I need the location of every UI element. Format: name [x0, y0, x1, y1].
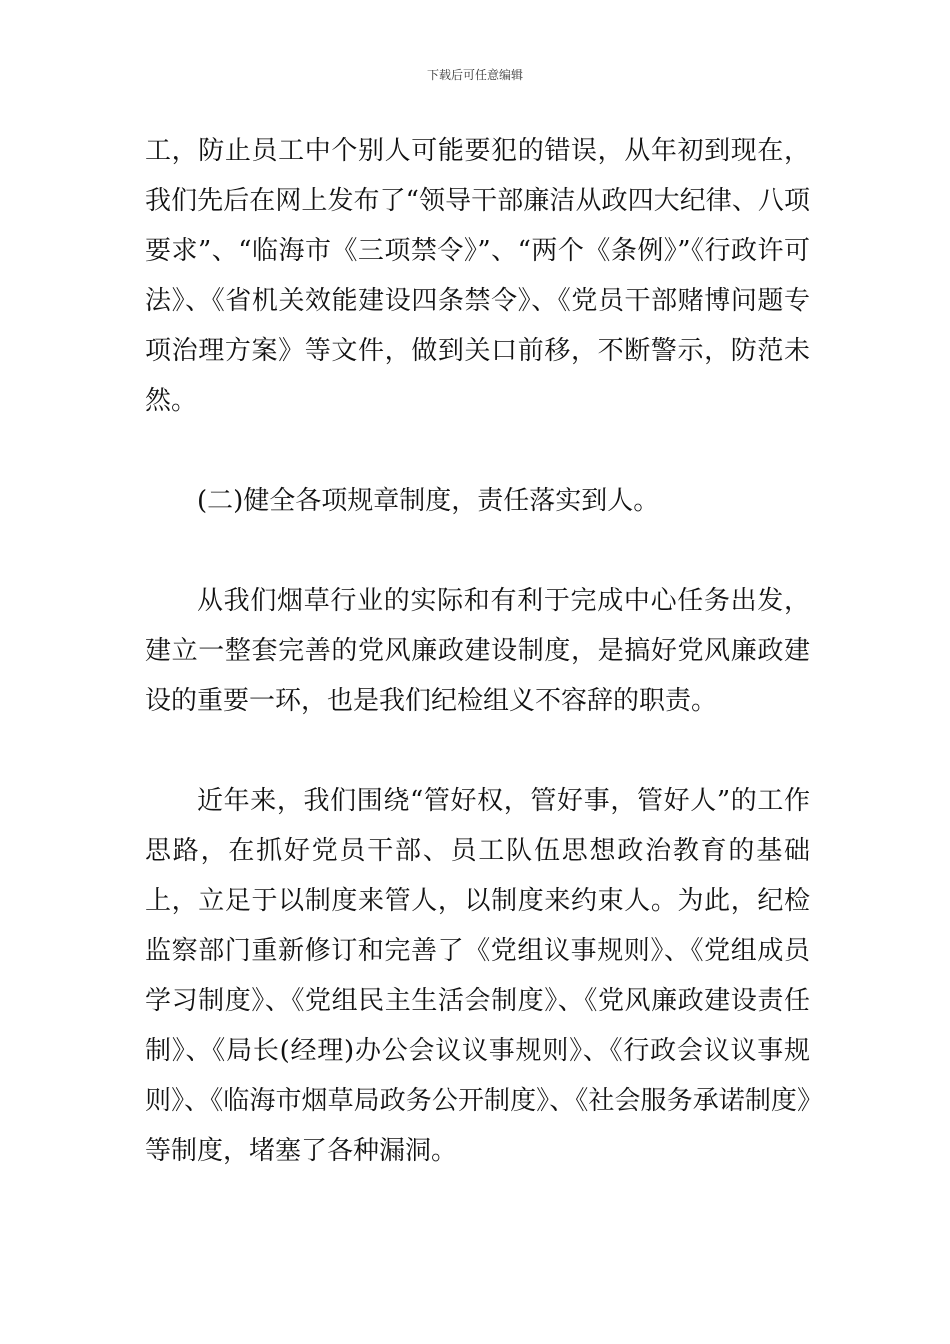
- paragraph-continuation: 工，防止员工中个别人可能要犯的错误，从年初到现在，我们先后在网上发布了“领导干部廉洁从政四大纪律、八项要求”、“临海市《三项禁令》”、“两个《条例》”《行政许可法》、《省机关效能建设四条禁令》、《党员干部赌博问题专项治理方案》等文件，做到关口前移，不断警示，防范未然。: [145, 136, 810, 416]
- page-header-note: 下载后可任意编辑: [426, 68, 523, 82]
- paragraph-rules-intro: 从我们烟草行业的实际和有利于完成中心任务出发，建立一整套完善的党风廉政建设制度，是搞好党风廉政建设的重要一环，也是我们纪检组义不容辞的职责。: [145, 586, 810, 716]
- document-body: [145, 126, 810, 1176]
- section-heading: (二)健全各项规章制度，责任落实到人。: [197, 486, 660, 516]
- paragraph-rules-list: 近年来，我们围绕“管好权，管好事，管好人”的工作思路，在抓好党员干部、员工队伍思想政治教育的基础上，立足于以制度来管人，以制度来约束人。为此，纪检监察部门重新修订和完善了《党组议事规则》、《党组成员学习制度》、《党组民主生活会制度》、《党风廉政建设责任制》、《局长(经理)办公会议议事规则》、《行政会议议事规则》、《临海市烟草局政务公开制度》、《社会服务承诺制度》等制度，堵塞了各种漏洞。: [145, 786, 810, 1166]
